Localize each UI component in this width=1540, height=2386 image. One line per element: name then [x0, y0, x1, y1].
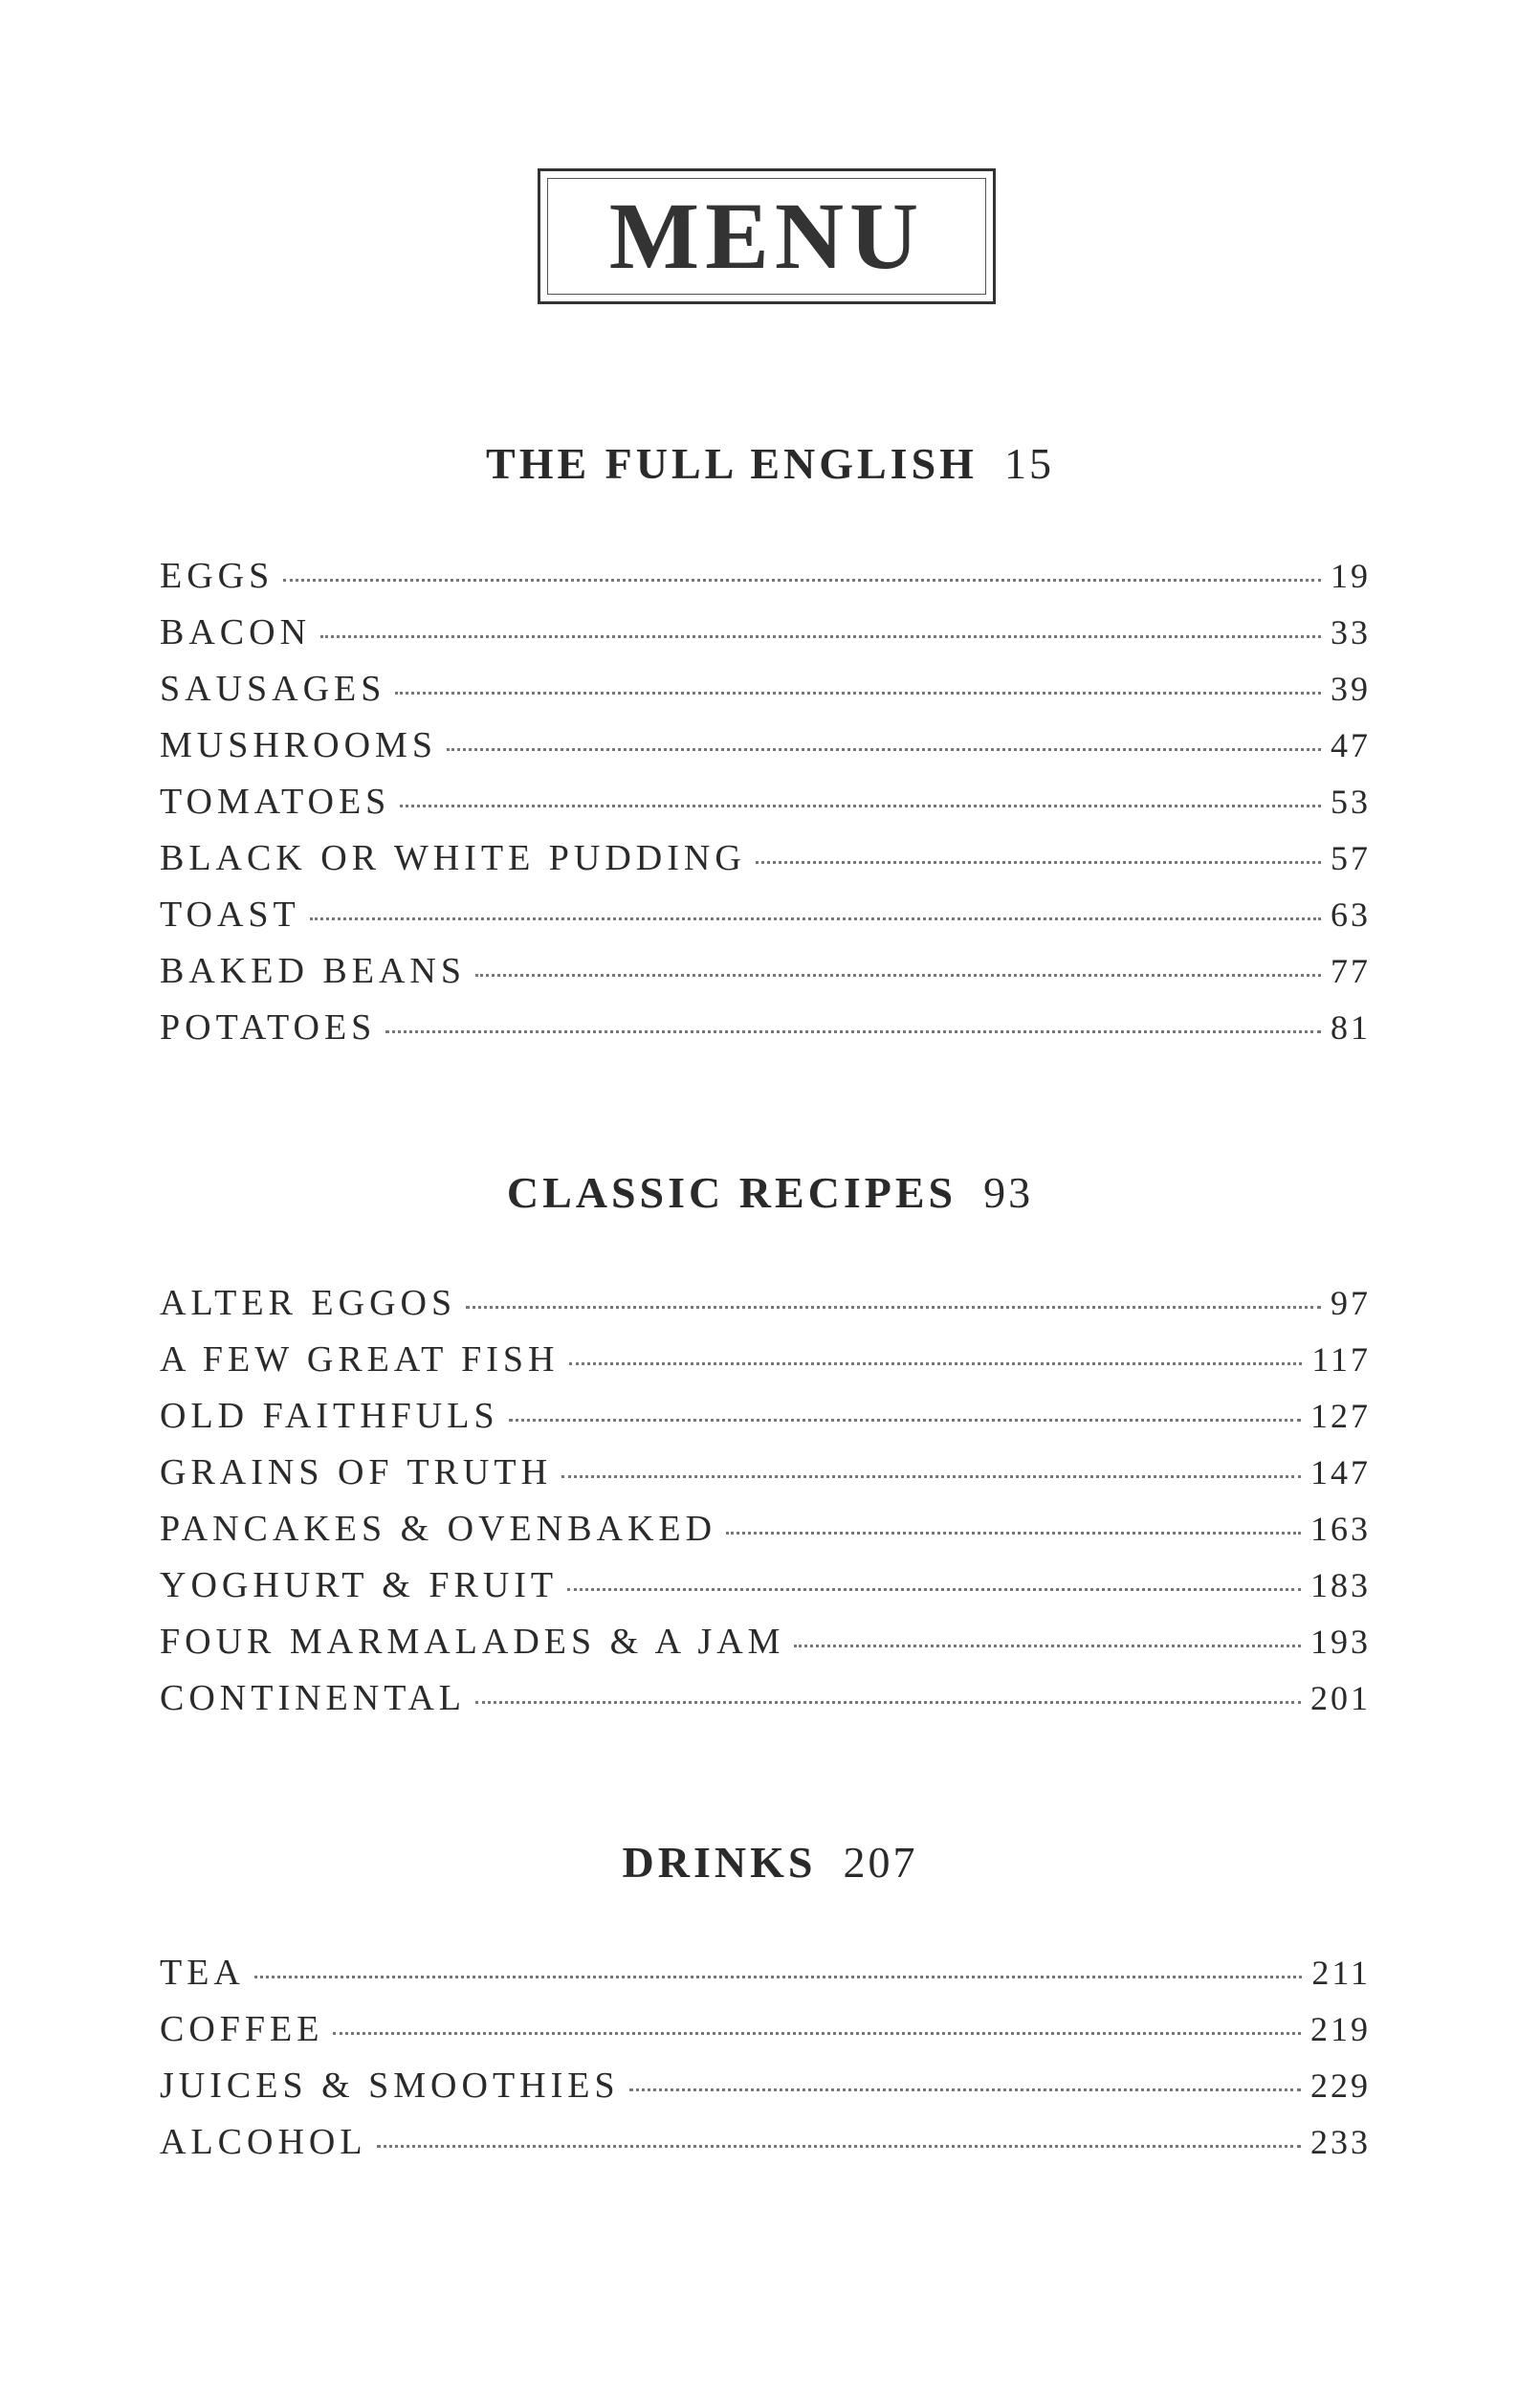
entry-page-number: 97 — [1331, 1284, 1371, 1322]
entry-page-number: 233 — [1310, 2123, 1371, 2161]
dot-leader — [561, 1475, 1301, 1478]
section-page-number: 207 — [843, 1838, 918, 1887]
section-title: DRINKS — [622, 1838, 817, 1887]
entry-page-number: 201 — [1310, 1679, 1371, 1717]
entry-label: SAUSAGES — [160, 669, 386, 709]
entry-page-number: 147 — [1310, 1453, 1371, 1491]
toc-entry[interactable] — [160, 555, 1371, 611]
entry-label: EGGS — [160, 556, 275, 596]
section-page-number: 15 — [1003, 439, 1054, 488]
dot-leader — [475, 974, 1321, 977]
section-heading — [0, 438, 1540, 489]
dot-leader — [756, 861, 1321, 864]
entry-label: TOMATOES — [160, 782, 391, 822]
section-title: CLASSIC RECIPES — [506, 1168, 957, 1217]
entry-page-number: 81 — [1331, 1008, 1371, 1047]
toc-entry[interactable] — [160, 1677, 1371, 1734]
entry-page-number: 47 — [1331, 726, 1371, 764]
entry-label: ALCOHOL — [160, 2122, 367, 2162]
entry-page-number: 193 — [1310, 1623, 1371, 1661]
entry-label: OLD FAITHFULS — [160, 1396, 499, 1436]
section-page-number: 93 — [983, 1168, 1034, 1217]
entry-label: JUICES & SMOOTHIES — [160, 2066, 620, 2106]
entry-label: BLACK OR WHITE PUDDING — [160, 838, 746, 878]
dot-leader — [377, 2145, 1301, 2148]
dot-leader — [320, 635, 1321, 638]
toc-entry[interactable] — [160, 668, 1371, 724]
dot-leader — [395, 692, 1321, 695]
dot-leader — [569, 1362, 1303, 1365]
entry-page-number: 211 — [1311, 1954, 1371, 1992]
entry-label: MUSHROOMS — [160, 725, 437, 765]
toc-entry[interactable] — [160, 1621, 1371, 1677]
entry-label: BACON — [160, 612, 312, 652]
entry-label: CONTINENTAL — [160, 1678, 467, 1718]
entry-label: YOGHURT & FRUIT — [160, 1565, 559, 1605]
dot-leader — [385, 1030, 1321, 1033]
dot-leader — [794, 1645, 1301, 1647]
toc-entry[interactable] — [160, 611, 1371, 668]
section-title: THE FULL ENGLISH — [486, 439, 978, 488]
dot-leader — [333, 2032, 1301, 2035]
toc-entry[interactable] — [160, 1282, 1371, 1338]
menu-title: MENU — [608, 183, 925, 289]
toc-entry[interactable] — [160, 724, 1371, 781]
entry-page-number: 77 — [1331, 952, 1371, 990]
dot-leader — [283, 579, 1321, 582]
dot-leader — [310, 917, 1321, 920]
toc-entry[interactable] — [160, 1395, 1371, 1451]
toc-entry[interactable] — [160, 950, 1371, 1006]
dot-leader — [475, 1701, 1301, 1704]
toc-list — [160, 555, 1371, 1063]
section-heading — [0, 1167, 1540, 1218]
entry-page-number: 19 — [1331, 557, 1371, 595]
toc-entry[interactable] — [160, 1952, 1371, 2008]
toc-entry[interactable] — [160, 781, 1371, 837]
dot-leader — [447, 748, 1321, 751]
toc-entry[interactable] — [160, 2065, 1371, 2121]
dot-leader — [400, 805, 1321, 807]
entry-label: GRAINS OF TRUTH — [160, 1452, 553, 1492]
dot-leader — [567, 1588, 1301, 1591]
toc-entry[interactable] — [160, 1564, 1371, 1621]
menu-title-inner-frame — [547, 178, 986, 295]
toc-entry[interactable] — [160, 1508, 1371, 1564]
entry-page-number: 183 — [1310, 1566, 1371, 1604]
dot-leader — [254, 1976, 1302, 1978]
entry-label: A FEW GREAT FISH — [160, 1339, 560, 1380]
section-heading — [0, 1837, 1540, 1888]
entry-label: BAKED BEANS — [160, 951, 466, 991]
entry-page-number: 163 — [1310, 1510, 1371, 1548]
entry-label: POTATOES — [160, 1007, 377, 1048]
toc-entry[interactable] — [160, 837, 1371, 894]
entry-page-number: 53 — [1331, 783, 1371, 821]
toc-entry[interactable] — [160, 1006, 1371, 1063]
toc-entry[interactable] — [160, 894, 1371, 950]
entry-label: COFFEE — [160, 2009, 324, 2049]
entry-page-number: 39 — [1331, 670, 1371, 708]
entry-page-number: 229 — [1310, 2066, 1371, 2105]
entry-label: TOAST — [160, 895, 300, 935]
entry-label: PANCAKES & OVENBAKED — [160, 1509, 717, 1549]
entry-label: TEA — [160, 1953, 245, 1993]
entry-page-number: 127 — [1310, 1397, 1371, 1435]
dot-leader — [466, 1306, 1321, 1309]
entry-page-number: 33 — [1331, 613, 1371, 652]
toc-entry[interactable] — [160, 1451, 1371, 1508]
dot-leader — [509, 1419, 1301, 1422]
toc-list — [160, 1952, 1371, 2177]
toc-entry[interactable] — [160, 2121, 1371, 2177]
entry-label: ALTER EGGOS — [160, 1283, 457, 1323]
entry-page-number: 219 — [1310, 2010, 1371, 2048]
entry-page-number: 117 — [1311, 1340, 1371, 1379]
entry-label: FOUR MARMALADES & A JAM — [160, 1622, 785, 1662]
entry-page-number: 57 — [1331, 839, 1371, 877]
entry-page-number: 63 — [1331, 895, 1371, 934]
menu-title-frame — [538, 168, 996, 304]
dot-leader — [629, 2088, 1301, 2091]
dot-leader — [726, 1532, 1301, 1535]
toc-list — [160, 1282, 1371, 1734]
toc-entry[interactable] — [160, 1338, 1371, 1395]
toc-entry[interactable] — [160, 2008, 1371, 2065]
